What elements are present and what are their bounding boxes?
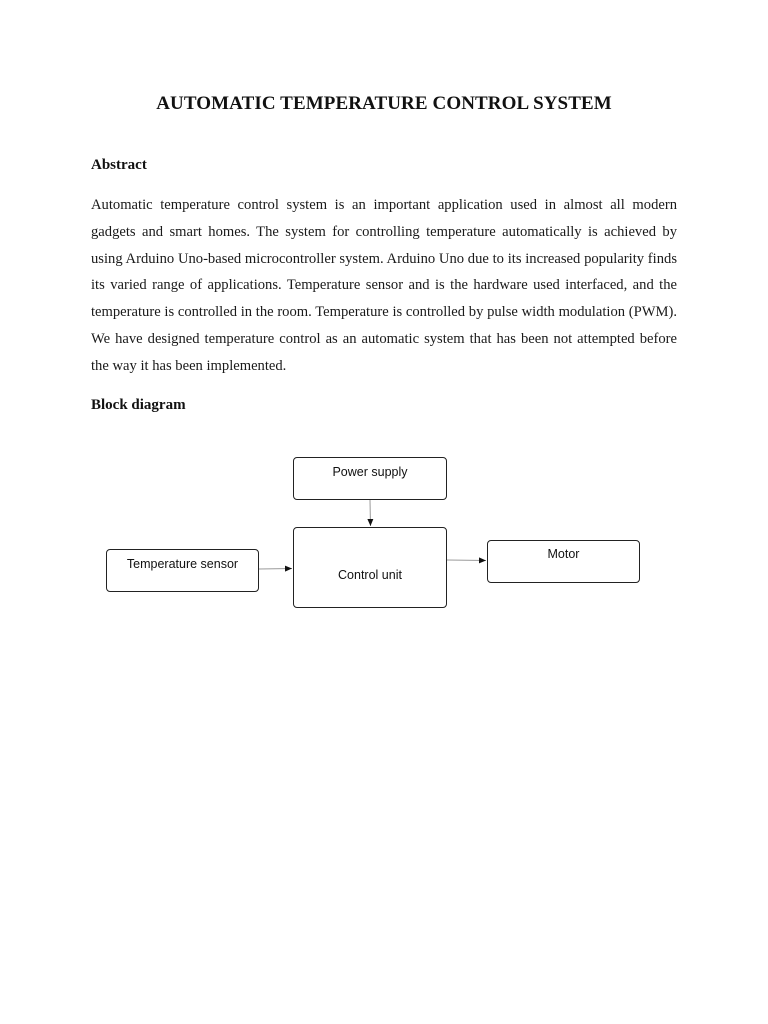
motor-label: Motor [547,547,580,561]
arrow-sensor-to-control [259,569,292,570]
control-unit-block [293,527,447,608]
power-supply-block [293,457,447,500]
block-diagram-heading: Block diagram [91,397,186,413]
arrow-power-to-control [370,500,371,526]
motor-block [487,540,640,583]
temperature-sensor-block [106,549,259,592]
arrow-control-to-motor [447,560,486,561]
document-title: AUTOMATIC TEMPERATURE CONTROL SYSTEM [156,93,612,114]
abstract-paragraph: Automatic temperature control system is an important application used in almost all modern gadgets and smart homes. The system for controlling temperature automatically is achieved by using Arduino Uno-based microcontroller system. Arduino Uno due to its increased popularity finds its varied range of applications. Temperature sensor and is the hardware used interfaced, and the temperature is controlled in the room. Temperature is controlled by pulse width modulation (PWM). We have designed temperature control as an automatic system that has been not attempted before the way it has been implemented. [91,197,677,374]
power-supply-label: Power supply [332,465,408,479]
temperature-sensor-label: Temperature sensor [126,557,239,571]
control-unit-label: Control unit [338,568,402,582]
abstract-heading: Abstract [91,157,147,173]
